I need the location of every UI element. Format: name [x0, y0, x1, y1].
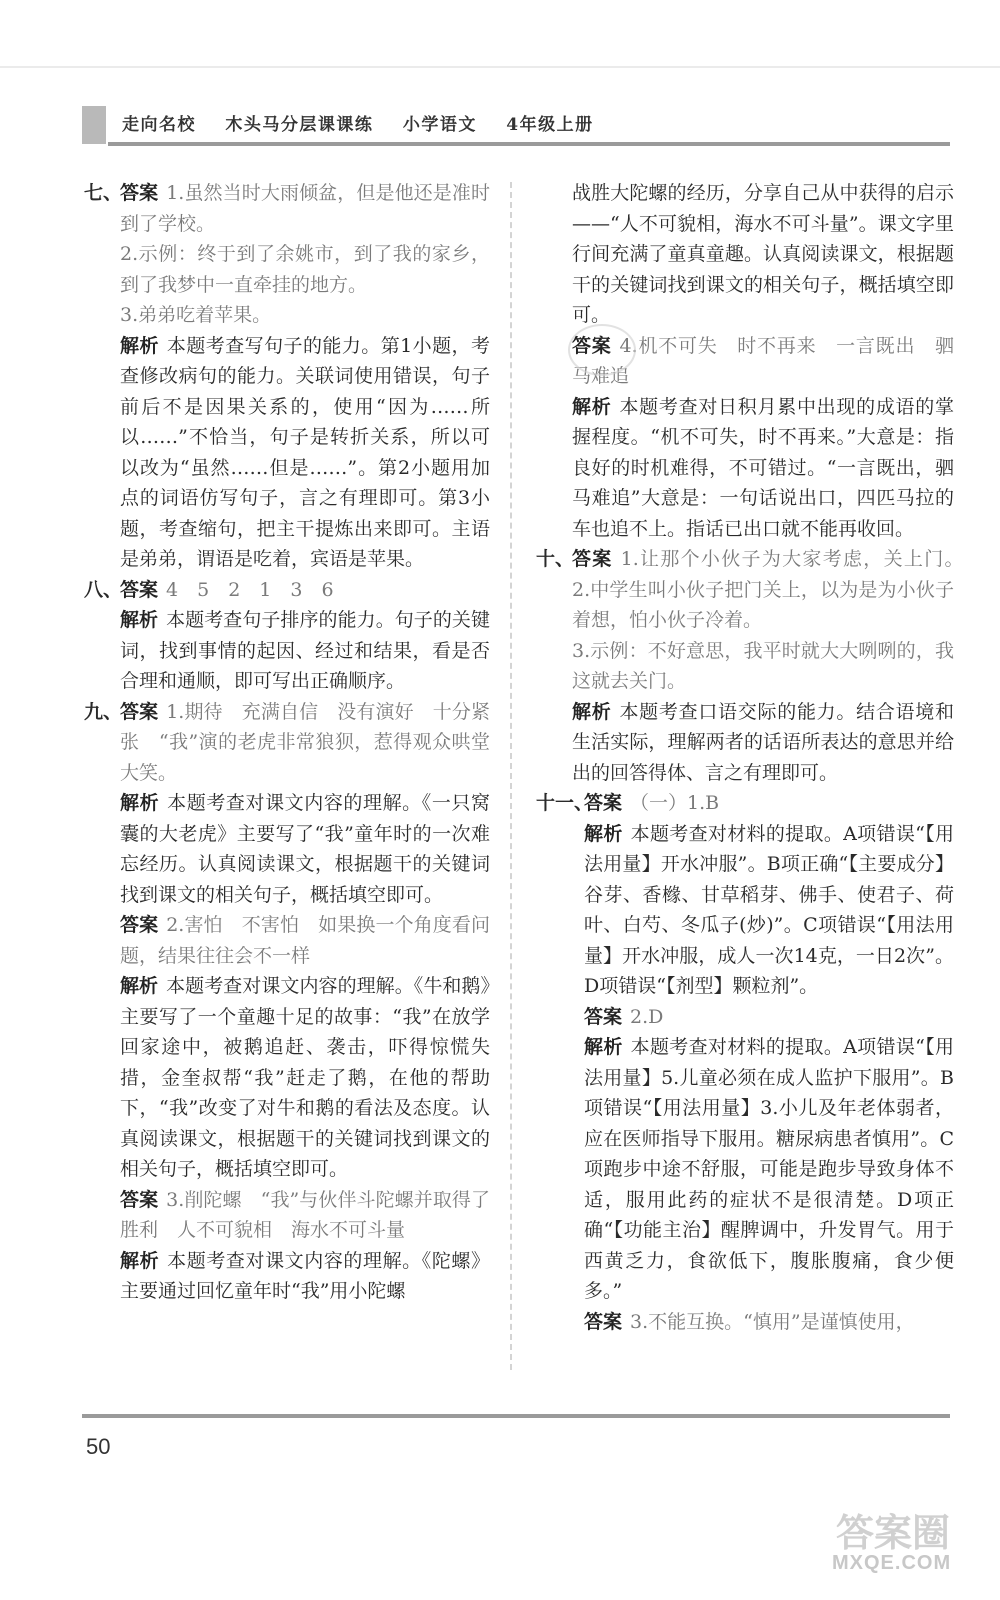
footer-line	[82, 1414, 950, 1418]
analysis-label: 解析	[572, 700, 612, 723]
answer	[120, 697, 490, 789]
watermark-logo: 答案圈	[836, 1511, 951, 1555]
question-11	[536, 788, 954, 1337]
answer-label: 答案	[572, 548, 613, 570]
answer	[120, 910, 490, 971]
answer	[120, 1185, 490, 1246]
answer-label: 答案	[120, 700, 159, 723]
answer-text: 3.弟弟吃着苹果。	[120, 304, 272, 326]
header-text	[122, 110, 616, 135]
analysis-label: 解析	[120, 609, 159, 631]
analysis	[120, 971, 490, 1185]
analysis-text: 本题考查对课文内容的理解。《陀螺》主要通过回忆童年时“我”用小陀螺	[120, 1249, 490, 1302]
faded-stamp	[568, 324, 636, 376]
question-number: 八、	[84, 578, 123, 601]
answer-text: 4 5 2 1 3 6	[166, 578, 334, 601]
analysis	[584, 819, 954, 1002]
analysis-label: 解析	[584, 822, 623, 845]
question-number: 十一、	[536, 792, 594, 814]
answer-label: 答案	[584, 792, 623, 814]
answer-text: 3.削陀螺 “我”与伙伴斗陀螺并取得了胜利 人不可貌相 海水不可斗量	[120, 1188, 490, 1241]
analysis-text: 战胜大陀螺的经历，分享自己从中获得的启示——“人不可貌相，海水不可斗量”。课文字里行间充满了童真童趣。认真阅读课文，根据题干的关键词找到课文的相关句子，概括填空即可。	[572, 182, 954, 326]
analysis	[120, 1246, 490, 1307]
header-book: 木头马分层课课练	[225, 115, 374, 135]
answer-label: 答案	[584, 1310, 623, 1333]
answer-label: 答案	[572, 334, 612, 357]
analysis-text: 本题考查口语交际的能力。结合语境和生活实际，理解两者的话语所表达的意思并给出的回答得体、言之有理即可。	[572, 700, 954, 784]
analysis-label: 解析	[120, 975, 159, 997]
answer-label: 答案	[120, 914, 159, 936]
analysis	[120, 605, 490, 697]
analysis-label: 解析	[572, 395, 612, 418]
answer	[584, 1002, 954, 1033]
header-line	[108, 142, 950, 146]
question-8	[84, 575, 490, 697]
analysis-text: 本题考查对课文内容的理解。《牛和鹅》主要写了一个童趣十足的故事：“我”在放学回家途中，被鹅追赶、袭击，吓得惊慌失措，金奎叔帮“我”赶走了鹅，在他的帮助下，“我”改变了对牛和鹅的看法及态度。认真阅读课文，根据题干的关键词找到课文的相关句子，概括填空即可。	[120, 975, 490, 1180]
question-9	[84, 697, 490, 1307]
answer-text: 1.期待 充满自信 没有演好 十分紧张 “我”演的老虎非常狼狈，惹得观众哄堂大笑。	[120, 700, 490, 784]
analysis-text: 本题考查对材料的提取。A项错误“【用法用量】开水冲服”。B项正确“【主要成分】谷芽、香橼、甘草稻芽、佛手、使君子、荷叶、白芍、冬瓜子(炒)”。C项错误“【用法用量】开水冲服，成人一次14克，一日2次”。D项错误“【剂型】颗粒剂”。	[584, 822, 954, 997]
answer	[584, 788, 954, 819]
answer-text: 1.虽然当时大雨倾盆，但是他还是准时到了学校。	[120, 182, 490, 235]
question-number: 七、	[84, 182, 123, 204]
analysis-text: 本题考查对课文内容的理解。《一只窝囊的大老虎》主要写了“我”童年时的一次难忘经历。认真阅读课文，根据题干的关键词找到课文的相关句子，概括填空即可。	[120, 792, 490, 906]
page-number: 50	[86, 1434, 111, 1459]
question-number: 十、	[536, 548, 575, 570]
analysis-text: 本题考查句子排序的能力。句子的关键词，找到事情的起因、经过和结果，看是否合理和通顺，即可写出正确顺序。	[120, 609, 490, 692]
answer-text: 2.害怕 不害怕 如果换一个角度看问题，结果往往会不一样	[120, 914, 490, 967]
question-10	[536, 544, 974, 788]
running-header	[82, 106, 950, 144]
top-rule	[0, 66, 1000, 68]
left-column	[84, 178, 490, 1307]
header-grade: 4年级上册	[506, 115, 594, 135]
header-tab	[82, 106, 106, 144]
analysis	[120, 331, 490, 575]
analysis-label: 解析	[120, 792, 160, 814]
answer-text: 1.让那个小伙子为大家考虑，关上门。 2.中学生叫小伙子把门关上，以为是为小伙子着想，怕小伙子冷着。	[572, 548, 974, 631]
answer-text: （一）1.B	[630, 792, 720, 814]
analysis	[572, 697, 954, 789]
watermark-url: MXQE.COM	[832, 1552, 952, 1574]
answer	[120, 178, 490, 239]
answer-text: 3.不能互换。“慎用”是谨慎使用，	[630, 1310, 915, 1333]
answer-label: 答案	[120, 578, 159, 601]
analysis-text: 本题考查对日积月累中出现的成语的掌握程度。“机不可失，时不再来。”大意是：指良好的时机难得，不可错过。“一言既出，驷马难追”大意是：一句话说出口，四匹马拉的车也追不上。指话已出口就不能再收回。	[572, 395, 954, 540]
answer-label: 答案	[120, 182, 159, 204]
answer-label: 答案	[120, 1188, 159, 1211]
answer-text: 2.示例：终于到了余姚市，到了我的家乡，到了我梦中一直牵挂的地方。	[120, 243, 490, 296]
analysis-label: 解析	[584, 1036, 623, 1058]
analysis	[584, 1032, 954, 1307]
analysis	[120, 788, 490, 910]
header-series: 走向名校	[122, 115, 196, 135]
question-number: 九、	[84, 700, 123, 723]
column-divider	[510, 182, 512, 1370]
answer	[572, 544, 974, 636]
analysis	[572, 392, 954, 545]
answer-text: 2.D	[630, 1005, 664, 1028]
answer	[584, 1307, 954, 1338]
answer-label: 答案	[584, 1005, 623, 1028]
analysis-text: 本题考查写句子的能力。第1小题，考查修改病句的能力。关联词使用错误，句子前后不是因果关系的，使用“因为……所以……”不恰当，句子是转折关系，所以可以改为“虽然……但是……”。第2小题用加点的词语仿写句子，言之有理即可。第3小题，考查缩句，把主干提炼出来即可。主语是弟弟，谓语是吃着，宾语是苹果。	[120, 334, 490, 570]
header-subject: 小学语文	[402, 115, 477, 135]
analysis-text: 本题考查对材料的提取。A项错误“【用法用量】5.儿童必须在成人监护下服用”。B项错误“【用法用量】3.小儿及年老体弱者，应在医师指导下服用。糖尿病患者慎用”。C项跑步中途不舒服，可能是跑步导致身体不适，服用此药的症状不是很清楚。D项正确“【功能主治】醒脾调中，升发胃气。用于西黄乏力，食欲低下，腹胀腹痛，食少便多。”	[584, 1036, 954, 1302]
analysis-label: 解析	[120, 1249, 160, 1272]
answer-text: 3.示例：不好意思，我平时就大大咧咧的，我这就去关门。	[572, 639, 954, 692]
analysis-label: 解析	[120, 334, 159, 357]
question-7	[84, 178, 490, 575]
answer-text: 4.机不可失 时不再来 一言既出 驷马难追	[572, 334, 954, 387]
answer	[120, 575, 490, 606]
